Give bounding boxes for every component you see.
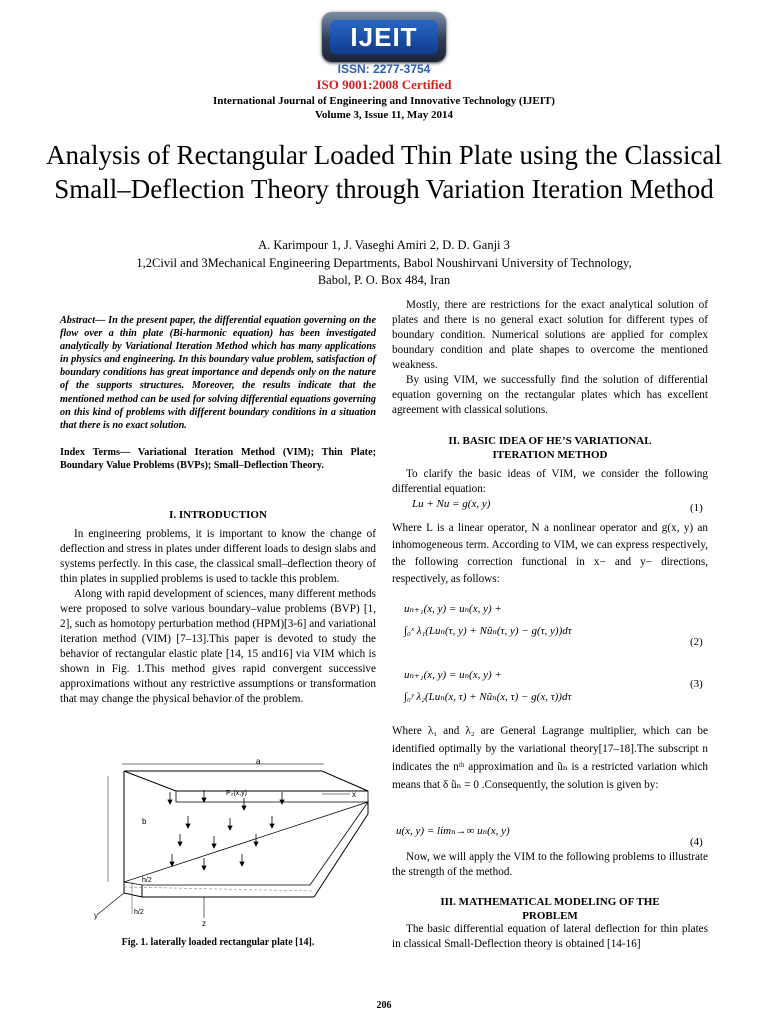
section-2-intro: To clarify the basic ideas of VIM, we consider the following differential equation: xyxy=(392,468,708,495)
right-paragraph-2: By using VIM, we successfully find the solution of differential equation governing on the rectangular plates which has excellent agreement with classical solutions. xyxy=(392,374,708,416)
issn: ISSN: 2277-3754 xyxy=(337,62,431,76)
section-2-where-1: Where L is a linear operator, N a nonlinear operator and g(x, y) an inhomogeneous term. According to VIM, we can express respectively, the following correction functional in x− and y− directions, respectively, as follows: xyxy=(392,522,708,585)
figure-caption: Fig. 1. laterally loaded rectangular plate [14]. xyxy=(121,937,315,948)
intro-heading: I. INTRODUCTION xyxy=(169,509,267,521)
intro-paragraph-1: In engineering problems, it is important to know the change of deflection and stress in plates under different loads to design slabs and systems perfectly. In this case, the classical small–deflection theory of thin plates in supplied problems is used to tackle this problem. xyxy=(60,528,376,585)
equation-3-line-2: ∫₀ʸ λ₂(Luₙ(x, τ) + Nũₙ(x, τ) − g(x, τ))dτ xyxy=(404,691,572,703)
right-intro xyxy=(392,298,708,418)
journal-logo-text: IJEIT xyxy=(330,20,438,54)
section-2-heading: II. BASIC IDEA OF HE’S VARIATIONAL ITERATION METHOD xyxy=(448,435,652,461)
plate-figure xyxy=(84,754,370,928)
section-3-text: The basic differential equation of lateral deflection for thin plates in classical Small-Deflection theory is obtained [14-16] xyxy=(392,923,708,950)
section-2-where-2: Where λ₁ and λ₂ are General Lagrange multiplier, which can be identified optimally by the variational theory[17–18].The subscript n indicates the nᵗʰ approximation and ũₙ is a restricted variation which means that δ ũₙ = 0 .Consequently, the solution is given by: xyxy=(392,725,708,791)
equation-3-line-1: uₙ₊₁(x, y) = uₙ(x, y) + xyxy=(404,669,502,681)
authors: A. Karimpour 1, J. Vaseghi Amiri 2, D. D. Ganji 3 xyxy=(258,238,510,252)
journal-logo xyxy=(322,12,446,62)
figure-label-load: P₂(x,y) xyxy=(226,790,247,797)
equation-1-number: (1) xyxy=(690,502,703,514)
equation-4: u(x, y) = limₙ→∞ uₙ(x, y) xyxy=(396,825,510,837)
affiliation-line-1: 1,2Civil and 3Mechanical Engineering Departments, Babol Noushirvani University of Technology, xyxy=(136,256,632,270)
journal-name: International Journal of Engineering and Innovative Technology (IJEIT) xyxy=(213,95,555,107)
abstract: Abstract— In the present paper, the differential equation governing on the flow over a thin plate (Bi-harmonic equation) has been investigated analytically by Variational Iteration Method which has many applications in physics and engineering. In this boundary value problem, satisfaction of boundary conditions has great importance and depends only on the nature of the supports structures. Moreover, the results indicate that the mentioned method can be used for solving differential equations governing on this kind of problems with different boundary conditions in a situation that there is no exact solution. xyxy=(60,315,376,431)
equation-3-number: (3) xyxy=(690,678,703,690)
equation-1: Lu + Nu = g(x, y) xyxy=(412,498,491,510)
equation-2-number: (2) xyxy=(690,636,703,648)
right-paragraph-1: Mostly, there are restrictions for the exact analytical solution of plates and there is no general exact solution for different types of boundary condition. Numerical solutions are applied for complex boundary condition and plate shapes to overcome the mentioned weakness. xyxy=(392,299,708,371)
section-2-conclusion: Now, we will apply the VIM to the following problems to illustrate the strength of the method. xyxy=(392,851,708,878)
figure-label-a: a xyxy=(256,757,261,766)
figure-label-y: y xyxy=(94,911,98,920)
affiliation xyxy=(0,255,768,289)
iso-certification: ISO 9001:2008 Certified xyxy=(316,77,452,92)
figure-label-z: z xyxy=(202,919,206,928)
intro-text xyxy=(60,527,376,707)
section-3-heading: III. MATHEMATICAL MODELING OF THE PROBLEM xyxy=(440,896,660,922)
page-number: 206 xyxy=(376,1000,392,1011)
affiliation-line-2: Babol, P. O. Box 484, Iran xyxy=(317,273,451,287)
figure-label-h-lower: h/2 xyxy=(134,909,144,916)
figure-label-b: b xyxy=(142,817,147,826)
equation-2-line-1: uₙ₊₁(x, y) = uₙ(x, y) + xyxy=(404,603,502,615)
paper-title: Analysis of Rectangular Loaded Thin Plate using the Classical Small–Deflection Theory through Variation Iteration Method xyxy=(46,140,722,204)
equation-4-number: (4) xyxy=(690,836,703,848)
figure-label-h-upper: h/2 xyxy=(142,877,152,884)
index-terms: Index Terms— Variational Iteration Method (VIM); Thin Plate; Boundary Value Problems (BVPs); Small–Deflection Theory. xyxy=(60,447,376,472)
figure-label-x: x xyxy=(352,790,356,799)
equation-2-line-2: ∫₀ˣ λ₁(Luₙ(τ, y) + Nũₙ(τ, y) − g(τ, y))dτ xyxy=(404,625,572,637)
intro-paragraph-2: Along with rapid development of sciences, many different methods were proposed to solve various boundary–value problems (BVP) [1, 2], such as homotopy perturbation method (HPM)[3-6] and variational iteration method (VIM) [7–13].This paper is devoted to study the behavior of rectangular elastic plate [14, 15 and16] via VIM which is shown in Fig. 1.This method gives rapid convergent successive approximations without any restrictive assumptions or transformation that may change the physical behavior of the problem. xyxy=(60,588,376,705)
volume-issue: Volume 3, Issue 11, May 2014 xyxy=(314,109,454,121)
